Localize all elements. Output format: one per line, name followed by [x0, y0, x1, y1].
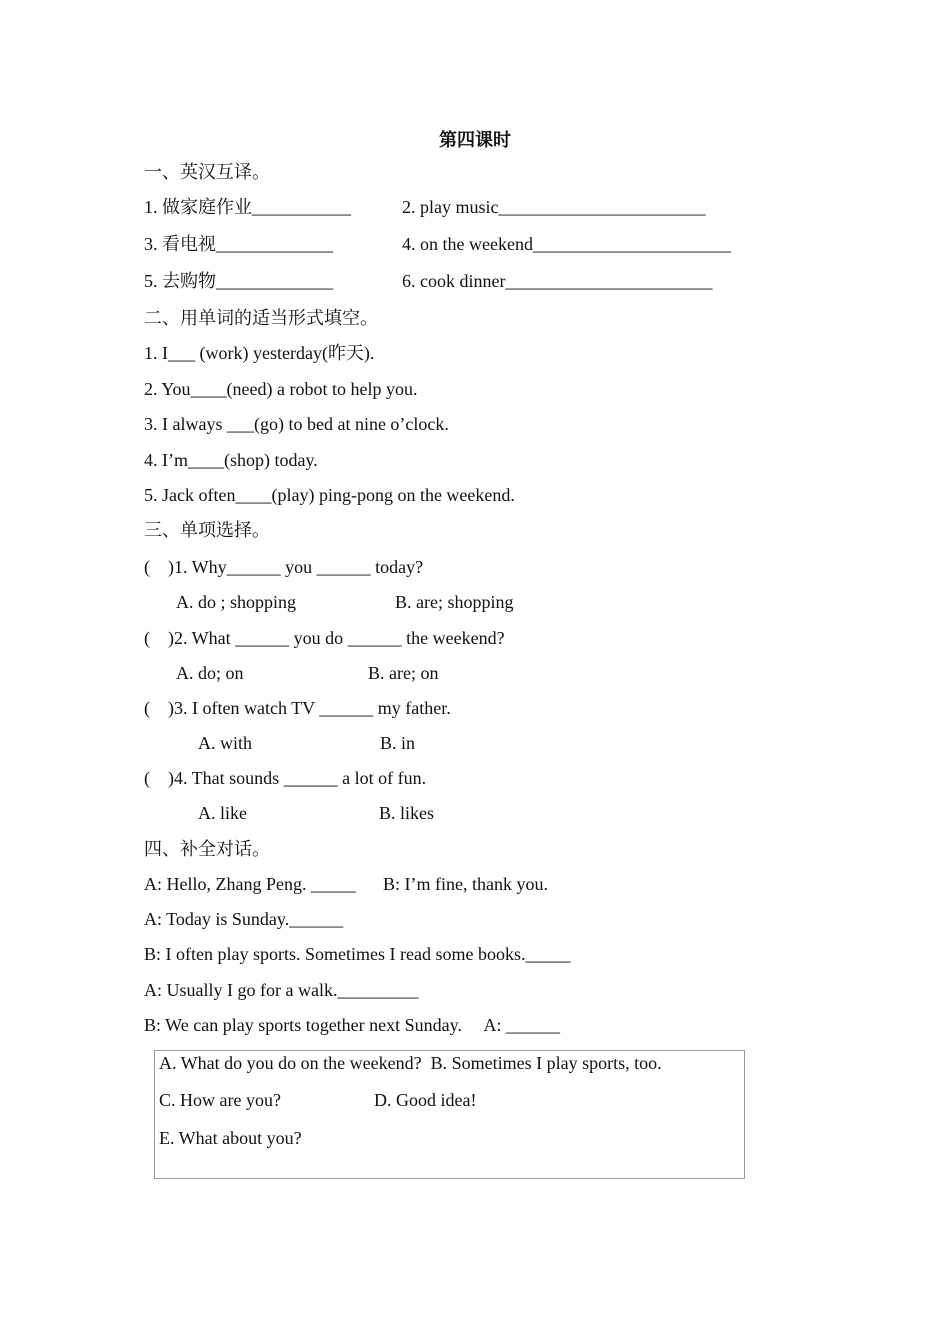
dialog-option-c: C. How are you? — [159, 1090, 281, 1110]
section1-item-1: 1. 做家庭作业___________ — [144, 197, 351, 217]
section2-item-3: 3. I always ___(go) to bed at nine o’clock. — [144, 414, 449, 434]
question-3: ( )3. I often watch TV ______ my father. — [144, 698, 451, 718]
section2-item-2: 2. You____(need) a robot to help you. — [144, 379, 418, 399]
dialog-line-2: A: Today is Sunday.______ — [144, 909, 344, 929]
dialog-line-4: A: Usually I go for a walk._________ — [144, 980, 419, 1000]
question-1: ( )1. Why______ you ______ today? — [144, 557, 424, 577]
section2-item-1: 1. I___ (work) yesterday(昨天). — [144, 343, 375, 363]
dialog-line-1: A: Hello, Zhang Peng. _____ B: I’m fine, thank you. — [144, 874, 548, 894]
question-4-option-b: B. likes — [379, 803, 435, 823]
dialog-option-e: E. What about you? — [159, 1128, 302, 1148]
question-4-option-a: A. like — [198, 803, 247, 823]
section1-item-2: 2. play music_______________________ — [402, 197, 706, 217]
question-1-option-b: B. are; shopping — [395, 592, 514, 612]
section3-heading: 三、单项选择。 — [144, 520, 270, 540]
question-1-option-a: A. do ; shopping — [176, 592, 297, 612]
question-3-option-b: B. in — [380, 733, 416, 753]
dialog-option-d: D. Good idea! — [374, 1090, 477, 1110]
section1-item-3: 3. 看电视_____________ — [144, 234, 333, 254]
section2-item-4: 4. I’m____(shop) today. — [144, 450, 318, 470]
section4-heading: 四、补全对话。 — [144, 839, 270, 859]
question-2: ( )2. What ______ you do ______ the weekend? — [144, 628, 505, 648]
question-4: ( )4. That sounds ______ a lot of fun. — [144, 768, 427, 788]
section1-heading: 一、英汉互译。 — [144, 162, 270, 182]
dialog-options-box — [154, 1050, 745, 1179]
section1-item-6: 6. cook dinner_______________________ — [402, 271, 713, 291]
dialog-option-a-b: A. What do you do on the weekend? B. Sometimes I play sports, too. — [159, 1053, 662, 1073]
dialog-line-5: B: We can play sports together next Sunday. A: ______ — [144, 1015, 560, 1035]
section1-item-5: 5. 去购物_____________ — [144, 271, 333, 291]
page-title: 第四课时 — [439, 130, 511, 151]
section2-heading: 二、用单词的适当形式填空。 — [144, 308, 378, 328]
question-2-option-b: B. are; on — [368, 663, 439, 683]
question-2-option-a: A. do; on — [176, 663, 244, 683]
question-3-option-a: A. with — [198, 733, 252, 753]
section1-item-4: 4. on the weekend______________________ — [402, 234, 731, 254]
dialog-line-3: B: I often play sports. Sometimes I read some books._____ — [144, 944, 571, 964]
section2-item-5: 5. Jack often____(play) ping-pong on the weekend. — [144, 485, 515, 505]
